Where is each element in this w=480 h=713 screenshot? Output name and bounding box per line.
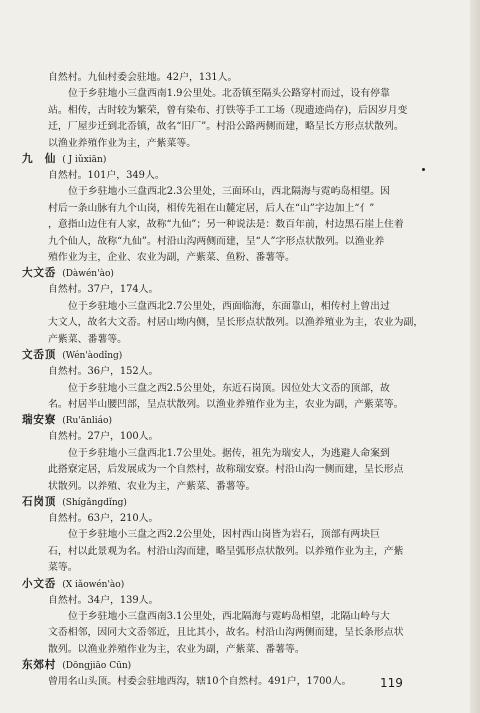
text-line: 九个仙人，故称“九仙”。村沿山沟两侧而建，呈“人”字形点状散列。以渔业养	[48, 235, 385, 247]
text-line: 自然村。63户，210人。	[48, 512, 159, 524]
entry-shigangding	[22, 495, 446, 577]
text-line: 曾用名山头顶。村委会驻地西沟，辖10个自然村。491户，1700人。	[48, 676, 352, 688]
paragraph	[22, 168, 446, 266]
text-line: 殖作业为主，企业、农业为副，产紫菜、鱼粉、番薯等。	[48, 252, 295, 264]
entry-heading	[22, 413, 446, 429]
entry-ruianliao	[22, 413, 446, 495]
entry-xiaowenao	[22, 577, 446, 659]
text-line: 此搭寮定居，后发展成为一个自然村，故称瑞安寮。村沿山沟一侧而建，呈长形点	[48, 464, 404, 476]
entry-pinyin: (Ru'ānliáo)	[62, 416, 112, 427]
text-line: 名。村居半山腰凹部，呈点状散列。以渔业养殖作业为主，农业为副，产紫菜等。	[48, 398, 404, 410]
text-line: 位于乡驻地小三盘西南3.1公里处，西北隔海与霓屿岛相望，北隔山岭与大	[68, 610, 390, 622]
gazetteer-text	[22, 70, 446, 691]
text-line: 自然村。九仙村委会驻地。42户，131人。	[48, 72, 238, 83]
entry-name: 石岗顶	[22, 495, 57, 508]
text-line: 位于乡驻地小三盘西南1.9公里处。北岙镇至隔头公路穿村而过，设有停靠	[68, 88, 390, 100]
entry-pinyin: (Wén'àodǐng)	[62, 351, 123, 362]
page-edge-shadow	[470, 0, 480, 713]
text-line: 村后一条山脉有九个山岗，相传先祖在山麓定居，后人在“山”字边加上“亻”	[48, 202, 375, 214]
entry-name: 文岙顶	[22, 349, 57, 362]
text-line: 大文人，故名大文岙。村居山坳内侧，呈长形点状散列。以渔养殖业为主，农业为副，	[48, 317, 424, 329]
text-line: 产紫菜、番薯等。	[48, 333, 128, 345]
entry-heading	[22, 152, 446, 168]
paragraph	[22, 70, 446, 152]
entry-name: 小文岙	[22, 577, 57, 590]
entry-pinyin: (Dōngjiāo Cūn)	[62, 661, 132, 672]
entry-name: 九 仙	[22, 153, 57, 166]
text-line: 位于乡驻地小三盘西北2.3公里处，三面环山，西北隔海与霓屿岛相望。因	[68, 186, 390, 198]
entry-pinyin: ( J iǔxiān)	[62, 155, 107, 166]
text-line: 状散列。以养殖、农业为主，产紫菜、番薯等。	[48, 480, 256, 492]
entry-wenaoding	[22, 348, 446, 413]
entry-pinyin: (Dàwén'ào)	[62, 269, 114, 280]
text-line: 位于乡驻地小三盘之西2.5公里处，东近石岗顶。因位处大文岙的顶部，故	[68, 382, 390, 394]
entry-heading	[22, 658, 446, 674]
entry-heading	[22, 348, 446, 364]
paragraph	[22, 364, 446, 413]
text-line: 自然村。34户，139人。	[48, 594, 159, 606]
text-line: 文岙相邻，因同大文岙邻近，且比其小，故名。村沿山沟两侧而建，呈长条形点状	[48, 627, 404, 639]
text-line: 自然村。101户，349人。	[48, 170, 165, 182]
paragraph	[22, 282, 446, 348]
entry-name: 大文岙	[22, 267, 57, 280]
text-line: 自然村。37户，174人。	[48, 284, 159, 296]
entry-heading	[22, 266, 446, 282]
entry-name: 东郊村	[22, 659, 57, 672]
text-line: 石，村以此景观为名。村沿山沟而建，略呈弧形点状散列。以养殖作业为主，产紫	[48, 545, 404, 557]
text-line: 位于乡驻地小三盘之西2.2公里处，因村西山岗皆为岩石，顶部有两块巨	[68, 529, 380, 541]
text-line: ，意指山边住有人家，故称“九仙”；另一种说法是：数百年前，村边黑石崖上住着	[48, 219, 404, 231]
text-line: 菜等。	[48, 562, 78, 574]
text-line: 位于乡驻地小三盘西北1.7公里处。据传，祖先为瑞安人，为逃避人命案到	[68, 447, 390, 459]
text-line: 自然村。27户，100人。	[48, 431, 159, 443]
entry-dawenao	[22, 266, 446, 348]
entry-pinyin: (X iǎowén'ào)	[62, 579, 125, 590]
text-line: 站。相传，古时较为繁荣，曾有染布、打铁等手工工场（现遗迹尚存)，后因岁月变	[48, 104, 408, 116]
text-line: 位于乡驻地小三盘西北2.7公里处，西面临海，东面靠山，相传村上曾出过	[68, 300, 390, 312]
paragraph	[22, 511, 446, 577]
entry-heading	[22, 495, 446, 511]
entry-jiuxian	[22, 152, 446, 266]
text-line: 以渔业养殖作业为主，产紫菜等。	[48, 137, 197, 149]
entry-jiuchang	[22, 70, 446, 152]
page-number: 119	[380, 676, 403, 690]
text-line: 散列。以渔业养殖作业为主，农业为副，产紫菜、番薯等。	[48, 643, 305, 655]
entry-name: 瑞安寮	[22, 414, 57, 427]
text-line: 迁，厂屋步迁到北岙镇，故名“旧厂”。村沿公路两侧而建，略呈长方形点状散列。	[48, 121, 404, 133]
paragraph	[22, 429, 446, 495]
paragraph	[22, 593, 446, 659]
entry-heading	[22, 577, 446, 593]
text-line: 自然村。36户，152人。	[48, 366, 159, 378]
entry-pinyin: (Shígǎngdǐng)	[62, 497, 127, 508]
